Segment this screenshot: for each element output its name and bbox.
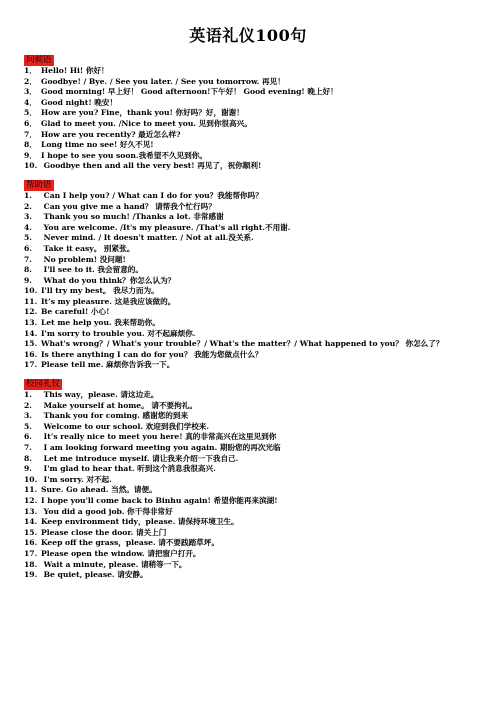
phrase-list [24,66,490,172]
list-item [24,191,490,202]
item-text: I'll see to it. 我会留意的。 [41,265,143,275]
item-text: I'm glad to hear that. 听到这个消息我很高兴. [41,464,216,474]
item-number: 17. [24,360,38,370]
item-text: Goodbye then and all the very best! 再见了，祝你顺利! [41,161,262,171]
item-text: Wait a minute, please. 请稍等一下。 [41,559,187,569]
list-item [24,339,490,350]
item-number: 3. [24,411,32,421]
item-text: Be quiet, please. 请安静。 [41,570,148,580]
item-number: 6． [24,118,37,128]
list-item [24,411,490,422]
item-text: Thank you for coming. 感谢您的到来 [41,411,189,421]
list-item [24,517,490,528]
list-item [24,265,490,276]
section-header: 问候语 [26,55,52,65]
item-text: Let me help you. 我来帮助你。 [41,318,160,328]
item-number: 9. [24,464,32,474]
item-number: 4． [24,97,37,107]
list-item [24,286,490,297]
item-number: 15. [24,527,38,537]
item-number: 10. [24,474,38,484]
list-item [24,98,490,109]
item-number: 8. [24,265,32,275]
item-number: 15. [24,339,38,349]
list-item [24,87,490,98]
item-text: Is there anything I can do for you？ 我能为您做点什么？ [41,349,263,359]
item-number: 8. [24,453,32,463]
list-item [24,507,490,518]
section-help [24,172,490,371]
list-item [24,212,490,223]
item-text: Long time no see! 好久不见! [41,140,154,150]
list-item [24,538,490,549]
list-item [24,119,490,130]
phrase-list [24,191,490,371]
item-number: 18. [24,559,38,569]
list-item [24,233,490,244]
item-text: Sure. Go ahead. 当然。请便。 [41,485,157,495]
item-number: 7． [24,129,37,139]
item-text: Keep environment tidy，please. 请保持环境卫生。 [41,517,239,527]
item-text: Never mind. / It doesn't matter. / Not at all.没关系. [41,233,254,243]
item-number: 9． [24,150,37,160]
list-item [24,318,490,329]
item-number: 19. [24,570,38,580]
section-greetings [24,47,490,172]
item-number: 16. [24,538,38,548]
item-text: How are you recently? 最近怎么样? [41,129,181,139]
item-text: Good morning! 早上好！ Good afternoon!下午好！ Good evening! 晚上好！ [41,87,338,97]
item-text: What do you think？你怎么认为？ [41,275,176,285]
list-item [24,390,490,401]
item-number: 13. [24,506,38,516]
list-item [24,161,490,172]
item-number: 10. [24,286,38,296]
item-text: Please open the window. 请把窗户打开。 [41,548,201,558]
item-text: I'm sorry. 对不起. [41,474,112,484]
item-text: Good night! 晚安！ [41,97,118,107]
list-item [24,77,490,88]
list-item [24,329,490,340]
item-number: 1． [24,66,37,75]
list-item [24,528,490,539]
item-number: 2. [24,400,32,410]
list-item [24,244,490,255]
list-item [24,464,490,475]
item-text: Make yourself at home。 请不要拘礼。 [41,400,197,410]
item-text: Thank you so much! /Thanks a lot. 非常感谢 [41,212,224,222]
item-number: 14. [24,328,38,338]
document-content [24,47,490,581]
item-number: 7. [24,443,32,452]
item-text: You are welcome. /It's my pleasure. /That's all right.不用谢. [41,222,291,232]
item-number: 14. [24,517,38,527]
item-number: 5. [24,233,32,243]
item-number: 8． [24,140,37,150]
list-item [24,140,490,151]
item-text: Take it easy。 别紧张。 [41,243,135,253]
item-number: 2. [24,201,32,211]
item-text: How are you? Fine，thank you! 你好吗？好，谢谢！ [41,108,244,118]
item-number: 11. [24,485,38,495]
list-item [24,276,490,287]
list-item [24,454,490,465]
list-item [24,255,490,266]
list-item [24,360,490,371]
item-number: 3. [24,212,32,222]
item-number: 11. [24,296,38,306]
list-item [24,570,490,581]
item-number: 4. [24,222,32,232]
item-text: This way，please. 请这边走。 [41,390,159,400]
item-text: I am looking forward meeting you again. 期盼您的再次光临 [41,443,281,452]
item-number: 12. [24,495,38,505]
list-item [24,350,490,361]
item-number: 12. [24,307,38,317]
item-text: You did a good job. 你干得非常好 [41,506,173,516]
item-text: Keep off the grass，please. 请不要践踏草坪。 [41,538,219,548]
item-text: Let me introduce myself. 请让我来介绍一下我自己. [41,453,239,463]
item-number: 16. [24,349,38,359]
item-text: Can I help you? / What can I do for you？我能帮你吗？ [41,190,263,200]
section-header: 帮助语 [26,179,52,190]
item-text: Can you give me a hand？ 请帮我个忙行吗？ [41,201,216,211]
item-number: 10. [24,161,38,171]
list-item [24,475,490,486]
item-text: I hope to see you soon.我希望不久见到你。 [41,150,207,160]
item-text: What's wrong？/ What's your trouble？/ What's the matter？/ What happened to you？ 你怎么了？ [41,339,444,349]
item-text: Welcome to our school. 欢迎到我们学校来. [41,421,210,431]
list-item [24,443,490,454]
item-number: 2． [24,76,37,86]
item-text: Goodbye! / Bye. / See you later. / See you tomorrow. 再见！ [41,76,285,86]
item-number: 17. [24,548,38,558]
item-text: Hello! Hi! 你好！ [41,66,109,75]
list-item [24,485,490,496]
list-item [24,202,490,213]
list-item [24,432,490,443]
item-number: 9. [24,275,32,285]
item-number: 6. [24,243,32,253]
item-text: No problem! 没问题! [41,254,126,264]
list-item [24,560,490,571]
item-text: It’s my pleasure. 这是我应该做的。 [41,296,176,306]
item-text: I'll try my best。 我尽力而为。 [41,286,159,296]
document-title: 英语礼仪100句 [189,26,307,45]
item-number: 1. [24,190,32,200]
item-text: Please close the door. 请关上门 [41,527,167,537]
item-text: I'm sorry to trouble you. 对不起麻烦你. [41,328,196,338]
list-item [24,108,490,119]
item-number: 7. [24,254,32,264]
phrase-list [24,390,490,581]
item-number: 3． [24,87,37,97]
list-item [24,549,490,560]
item-text: Please tell me. 麻烦你告诉我一下。 [41,360,175,370]
item-text: Glad to meet you. /Nice to meet you. 见到你很高兴。 [41,118,252,128]
item-number: 5． [24,108,37,118]
list-item [24,307,490,318]
item-number: 13. [24,318,38,328]
list-item [24,151,490,162]
list-item [24,297,490,308]
section-campus-etiquette [24,371,490,581]
item-text: I hope you'll come back to Binhu again! 希望你能再来滨湖! [41,495,278,505]
list-item [24,496,490,507]
item-number: 6. [24,432,32,442]
item-text: Be careful! 小心! [41,307,110,317]
section-header: 校园礼仪 [26,379,61,390]
item-number: 1. [24,390,32,400]
list-item [24,422,490,433]
item-number: 5. [24,421,32,431]
list-item [24,130,490,141]
item-text: It’s really nice to meet you here! 真的非常高兴在这里见到你 [41,432,277,442]
list-item [24,223,490,234]
list-item [24,66,490,77]
list-item [24,401,490,412]
